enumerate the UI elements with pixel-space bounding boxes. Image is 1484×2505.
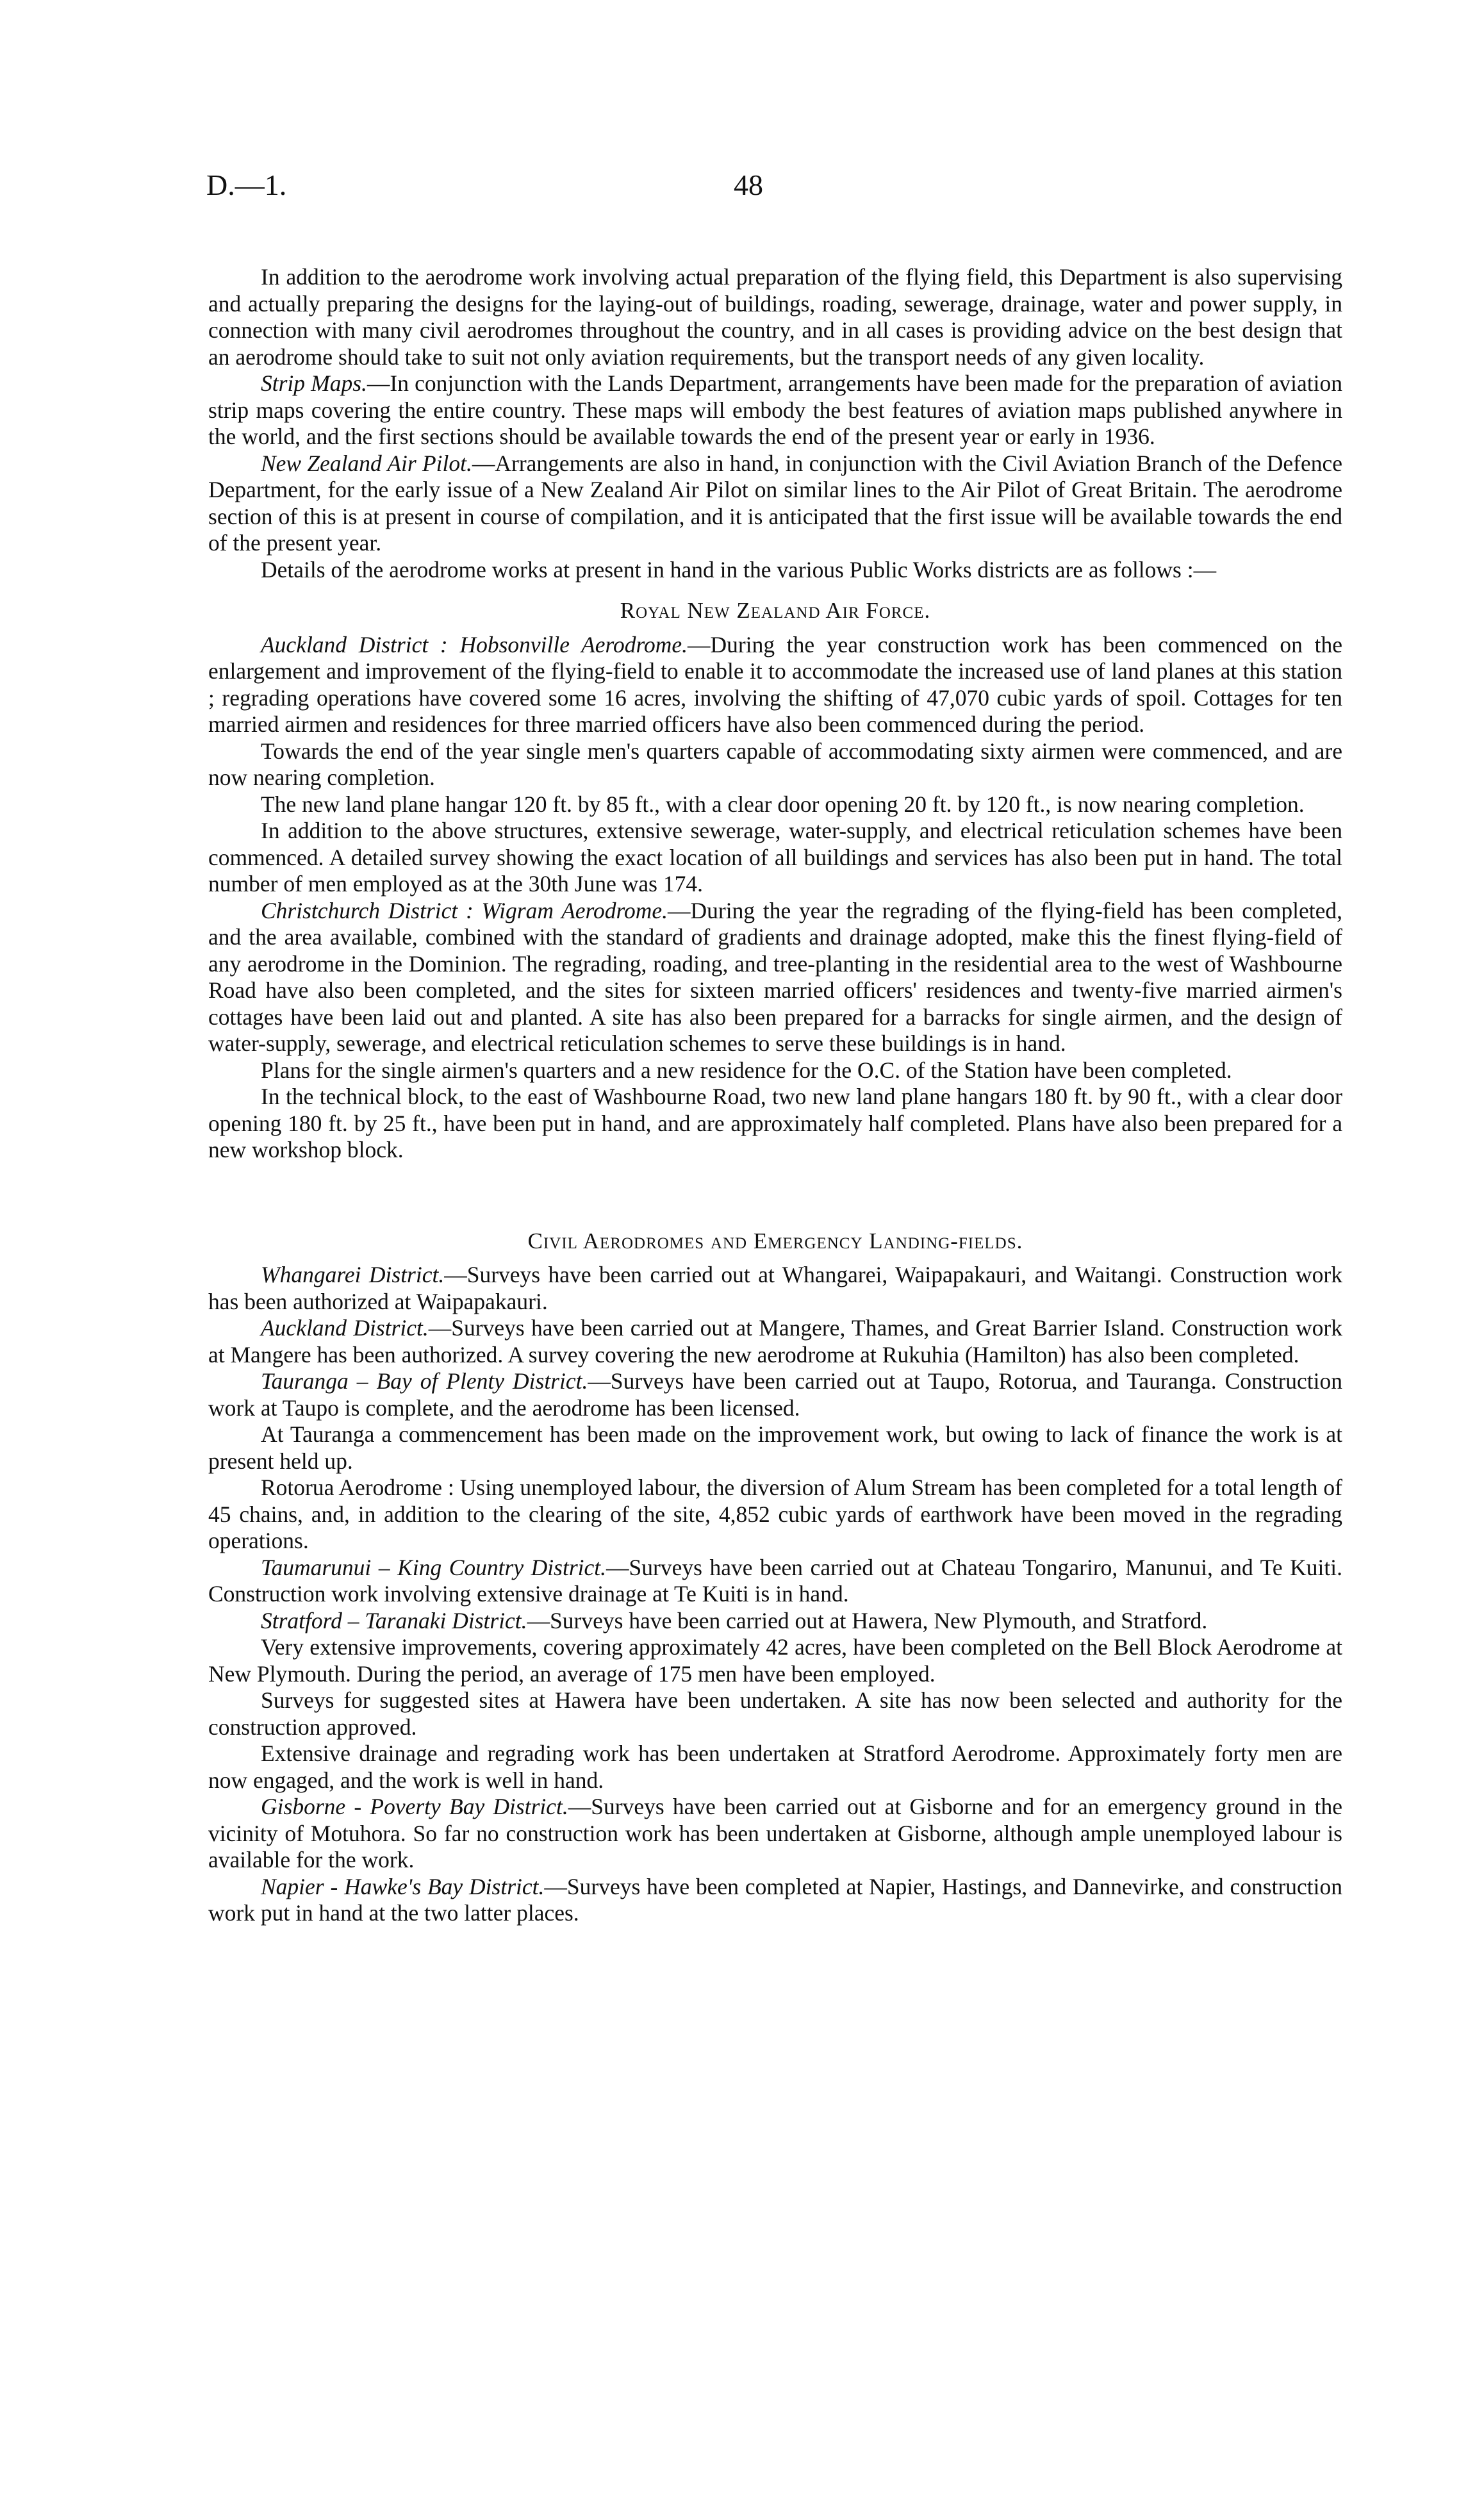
paragraph-lead: Tauranga – Bay of Plenty District. (261, 1368, 588, 1394)
paragraph (208, 738, 1342, 791)
paragraph (208, 1874, 1342, 1927)
paragraph-text: Rotorua Aerodrome : Using unemployed labour, the diversion of Alum Stream has been completed for a total length of 45 chains, and, in addition to the clearing of the site, 4,852 cubic yards of earthwork have been moved in the regrading operations. (208, 1475, 1342, 1553)
intro-section (208, 264, 1342, 583)
paragraph (208, 264, 1342, 370)
paragraph-text: —Surveys have been carried out at Taupo, Rotorua, and Tauranga. Construction work at Taupo is complete, and the aerodrome has been licensed. (208, 1368, 1342, 1421)
paragraph-text: Details of the aerodrome works at present in hand in the various Public Works districts are as follows :— (261, 556, 1217, 583)
paragraph-text: Towards the end of the year single men's quarters capable of accommodating sixty airmen were commenced, and are now nearing completion. (208, 738, 1342, 790)
paragraph (208, 1634, 1342, 1687)
paragraph (208, 1084, 1342, 1164)
paragraph-text: —Surveys have been completed at Napier, Hastings, and Dannevirke, and construction work put in hand at the two latter places. (208, 1873, 1343, 1926)
paragraph (208, 1421, 1342, 1475)
paragraph-lead: Taumarunui – King Country District. (261, 1554, 607, 1580)
paragraph-text: Extensive drainage and regrading work has been undertaken at Stratford Aerodrome. Approximately forty men are now engaged, and the work is well in hand. (208, 1740, 1342, 1793)
paragraph (208, 451, 1342, 557)
paragraph-text: —Surveys have been carried out at Mangere, Thames, and Great Barrier Island. Construction work at Mangere has been authorized. A survey covering the new aerodrome at Rukuhia (Hamilton) has also been completed. (208, 1315, 1342, 1368)
paragraph-text: In addition to the above structures, extensive sewerage, water-supply, and electrical reticulation schemes have been commenced. A detailed survey showing the exact location of all buildings and services has also been put in hand. The total number of men employed as at the 30th June was 174. (208, 818, 1342, 897)
paragraph (208, 1794, 1342, 1874)
paragraph (208, 632, 1342, 738)
paragraph (208, 1555, 1342, 1608)
document-reference: D.—1. (206, 169, 287, 201)
paragraph-text: —Surveys have been carried out at Hawera, New Plymouth, and Stratford. (527, 1607, 1208, 1633)
paragraph (208, 1687, 1342, 1740)
section-heading-rnzaf: Royal New Zealand Air Force. (620, 598, 931, 623)
paragraph-lead: Gisborne - Poverty Bay District. (261, 1794, 568, 1819)
paragraph-lead: New Zealand Air Pilot. (261, 450, 472, 476)
paragraph-lead: Whangarei District. (261, 1262, 445, 1287)
paragraph (208, 370, 1342, 451)
paragraph-lead: Christchurch District : Wigram Aerodrome. (261, 897, 668, 923)
paragraph (208, 557, 1342, 584)
paragraph-text: In the technical block, to the east of Washbourne Road, two new land plane hangars 180 ft. by 90 ft., with a clear door opening 180 ft. by 25 ft., have been put in hand, and are approximately half completed. Plans have also been prepared for a new workshop block. (208, 1084, 1342, 1162)
paragraph-text: —Surveys have been carried out at Chateau Tongariro, Manunui, and Te Kuiti. Construction work involving extensive drainage at Te Kuiti is in hand. (208, 1554, 1342, 1607)
page-number: 48 (734, 169, 763, 201)
paragraph-text: —In conjunction with the Lands Department, arrangements have been made for the preparation of aviation strip maps covering the entire country. These maps will embody the best features of aviation maps published anywhere in the world, and the first sections should be available towards the end of the present year or early in 1936. (208, 370, 1343, 449)
paragraph-text: In addition to the aerodrome work involving actual preparation of the flying field, this Department is also supervising and actually preparing the designs for the laying-out of buildings, roading, sewerage, drainage, water and power supply, in connection with many civil aerodromes throughout the country, and in all cases is providing advice on the best design that an aerodrome should take to suit not only aviation requirements, but the transport needs of any given locality. (208, 264, 1342, 370)
paragraph-text: —During the year the regrading of the flying-field has been completed, and the area available, combined with the standard of gradients and drainage adopted, make this the finest flying-field of any aerodrome in the Dominion. The regrading, roading, and tree-planting in the residential area to the west of Washbourne Road have also been completed, and the sites for sixteen married officers' residences and twenty-five married airmen's cottages have been laid out and planted. A site has also been prepared for a barracks for single airmen, and the design of water-supply, sewerage, and electrical reticulation schemes to serve these buildings is in hand. (208, 897, 1342, 1056)
paragraph-text: —Surveys have been carried out at Whangarei, Waipapakauri, and Waitangi. Construction work has been authorized at Waipapakauri. (208, 1262, 1342, 1314)
paragraph-text: Very extensive improvements, covering approximately 42 acres, have been completed on the Bell Block Aerodrome at New Plymouth. During the period, an average of 175 men have been employed. (208, 1634, 1342, 1687)
paragraph (208, 1368, 1342, 1421)
paragraph-text: —Surveys have been carried out at Gisborne and for an emergency ground in the vicinity of Motuhora. So far no construction work has been undertaken at Gisborne, although ample unemployed labour is available for the work. (208, 1794, 1342, 1873)
paragraph (208, 1315, 1342, 1368)
paragraph (208, 1475, 1342, 1555)
paragraph (208, 898, 1342, 1057)
paragraph (208, 1262, 1342, 1315)
document-body (208, 264, 1342, 1927)
paragraph-lead: Auckland District : Hobsonville Aerodrome. (261, 631, 688, 657)
paragraph-text: —Arrangements are also in hand, in conjunction with the Civil Aviation Branch of the Defence Department, for the early issue of a New Zealand Air Pilot on similar lines to the Air Pilot of Great Britain. The aerodrome section of this is at present in course of compilation, and it is anticipated that the first issue will be available towards the end of the present year. (208, 450, 1342, 556)
civil-section (208, 1262, 1342, 1927)
paragraph-text: The new land plane hangar 120 ft. by 85 ft., with a clear door opening 20 ft. by 120 ft., is now nearing completion. (261, 791, 1305, 817)
paragraph-lead: Stratford – Taranaki District. (261, 1607, 527, 1633)
paragraph-text: Plans for the single airmen's quarters and a new residence for the O.C. of the Station have been completed. (261, 1057, 1232, 1083)
paragraph-lead: Auckland District. (261, 1315, 429, 1341)
section-heading-civil: Civil Aerodromes and Emergency Landing-fields. (527, 1228, 1023, 1253)
paragraph (208, 1740, 1342, 1794)
paragraph (208, 791, 1342, 818)
paragraph-text: Surveys for suggested sites at Hawera have been undertaken. A site has now been selected and authority for the construction approved. (208, 1687, 1342, 1740)
paragraph-lead: Napier - Hawke's Bay District. (261, 1873, 545, 1899)
paragraph (208, 1608, 1342, 1635)
paragraph (208, 1057, 1342, 1084)
paragraph (208, 818, 1342, 898)
paragraph-text: At Tauranga a commencement has been made on the improvement work, but owing to lack of finance the work is at present held up. (208, 1421, 1342, 1474)
paragraph-text: —During the year construction work has been commenced on the enlargement and improvement of the flying-field to enable it to accommodate the increased use of land planes at this station ; regrading operations have covered some 16 acres, involving the shifting of 47,070 cubic yards of spoil. Cottages for ten married airmen and residences for three married officers have also been commenced during the period. (208, 631, 1342, 737)
paragraph-lead: Strip Maps. (261, 370, 367, 396)
rnzaf-section (208, 632, 1342, 1164)
